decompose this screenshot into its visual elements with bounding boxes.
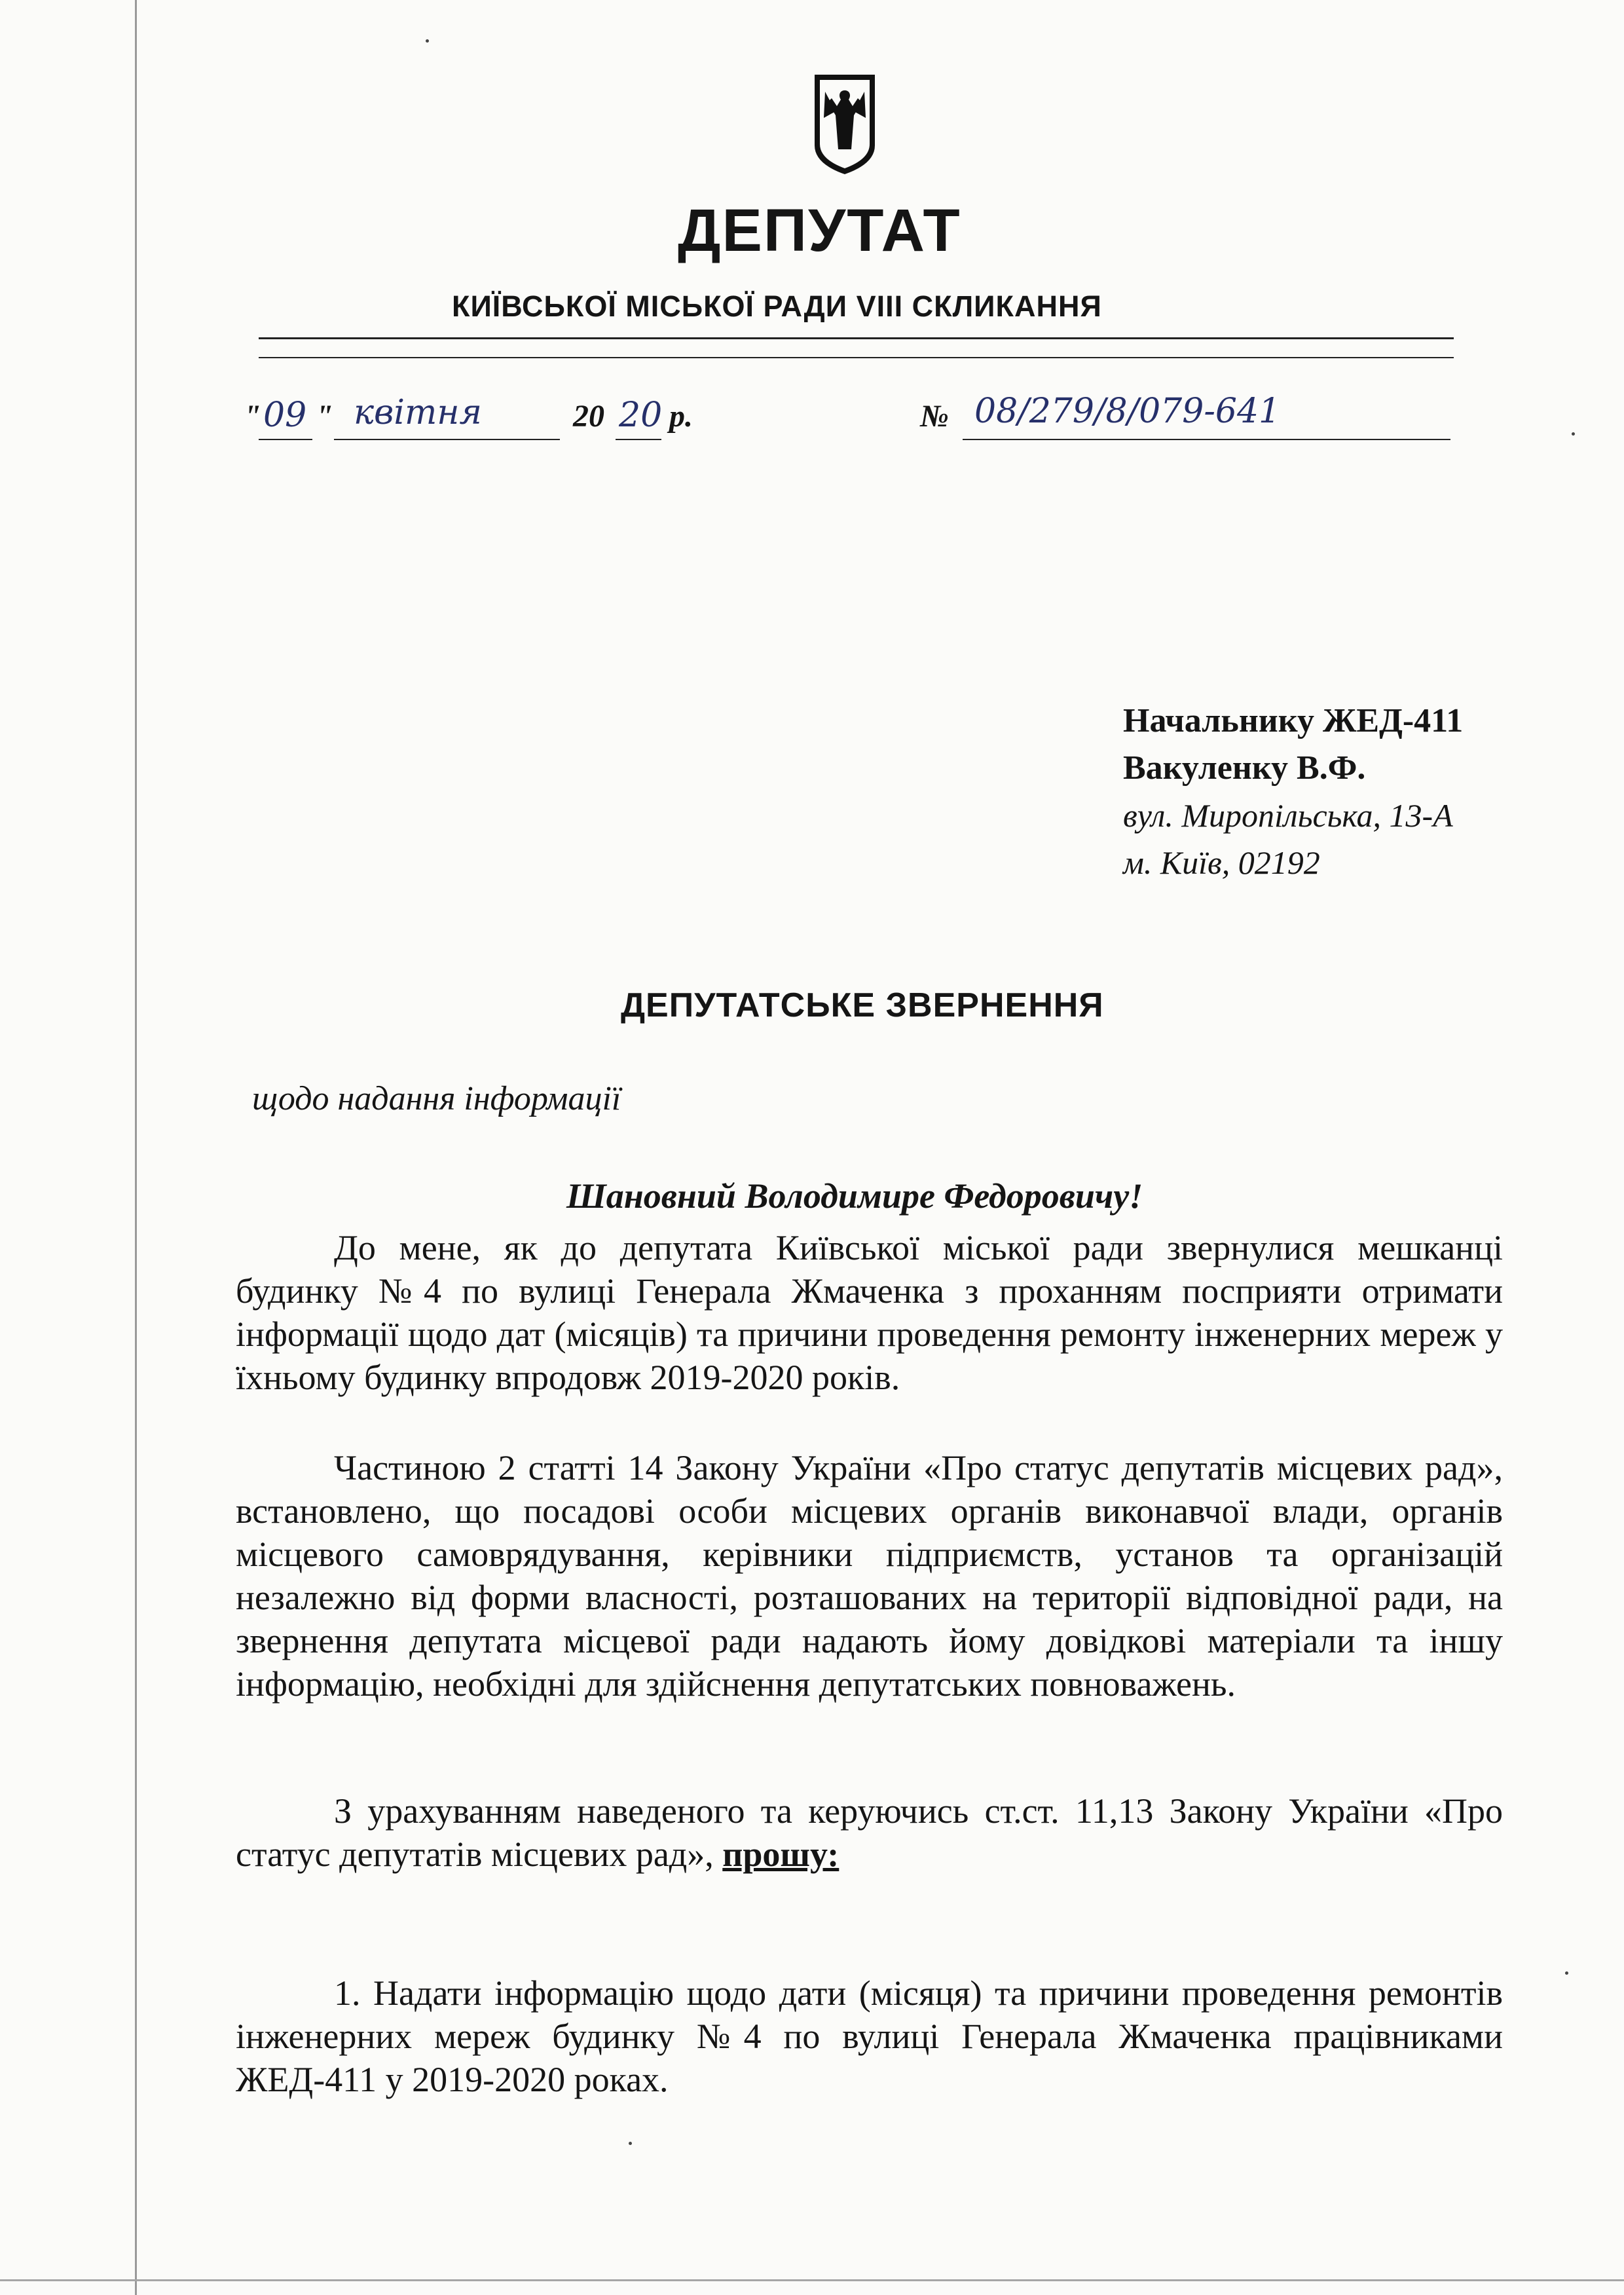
number-label: № bbox=[920, 399, 949, 434]
letterhead-rule-top bbox=[259, 337, 1454, 339]
kyiv-coat-of-arms-icon bbox=[812, 72, 877, 177]
scan-speck bbox=[1572, 432, 1575, 436]
body-paragraph-3-text: З урахуванням наведеного та керуючись ст.ст. 11,13 Закону України «Про статус депутатів місцевих рад», bbox=[236, 1791, 1503, 1874]
date-day: 09 bbox=[263, 396, 307, 435]
letterhead-rule-bottom bbox=[259, 357, 1454, 358]
date-quote-open: " bbox=[244, 399, 261, 434]
scan-edge-bottom bbox=[0, 2279, 1624, 2281]
addressee-position: Начальнику ЖЕД-411 bbox=[1123, 702, 1464, 739]
date-year-mark: р. bbox=[669, 399, 693, 434]
document-title: ДЕПУТАТСЬКЕ ЗВЕРНЕННЯ bbox=[621, 986, 1104, 1024]
request-item-1: 1. Надати інформацію щодо дати (місяця) та причини проведення ремонтів інженерних мереж будинку №4 по вулиці Генерала Жмаченка працівниками ЖЕД-411 у 2019-2020 роках. bbox=[236, 1973, 1503, 2099]
document-subject: щодо надання інформації bbox=[252, 1080, 621, 1117]
date-year-underline bbox=[616, 439, 661, 440]
date-day-underline bbox=[259, 439, 312, 440]
request-word: прошу: bbox=[722, 1835, 840, 1874]
date-month-underline bbox=[334, 439, 560, 440]
date-quote-close: " bbox=[316, 399, 333, 434]
scan-speck bbox=[1565, 1971, 1568, 1975]
scan-speck bbox=[426, 39, 429, 43]
scan-speck bbox=[629, 2142, 632, 2145]
addressee-name: Вакуленку В.Ф. bbox=[1123, 749, 1366, 787]
date-month: квітня bbox=[354, 393, 482, 432]
addressee-street: вул. Миропільська, 13-А bbox=[1123, 797, 1453, 834]
salutation: Шановний Володимире Федоровичу! bbox=[566, 1176, 1143, 1216]
body-paragraph-3 bbox=[236, 1789, 1503, 1876]
body-paragraph-1: До мене, як до депутата Київської міської ради звернулися мешканці будинку №4 по вулиці Генерала Жмаченка з проханням посприяти отримати інформації щодо дат (місяців) та причини проведення ремонту інженерних мереж у їхньому будинку впродовж 2019-2020 років. bbox=[236, 1228, 1503, 1397]
registration-number: 08/279/8/079-641 bbox=[974, 392, 1281, 431]
addressee-block bbox=[1123, 698, 1463, 886]
addressee-city: м. Київ, 02192 bbox=[1123, 844, 1320, 881]
scan-edge-left bbox=[135, 0, 137, 2295]
date-year-prefix: 20 bbox=[573, 399, 604, 434]
body-paragraph-2: Частиною 2 статті 14 Закону України «Про статус депутатів місцевих рад», встановлено, що посадові особи місцевих органів виконавчої влади, органів місцевого самоврядування, керівники підприємств, установ та організацій незалежно від форми власності, розташованих на території відповідної ради, на звернення депутата місцевої ради надають йому довідкові матеріали та іншу інформацію, необхідні для здійснення депутатських повноважень. bbox=[236, 1448, 1503, 1704]
number-underline bbox=[963, 439, 1450, 440]
letterhead-title: ДЕПУТАТ bbox=[678, 197, 961, 264]
letterhead-subtitle: КИЇВСЬКОЇ МІСЬКОЇ РАДИ VIII СКЛИКАННЯ bbox=[452, 289, 1102, 323]
date-year-suffix: 20 bbox=[619, 396, 663, 435]
